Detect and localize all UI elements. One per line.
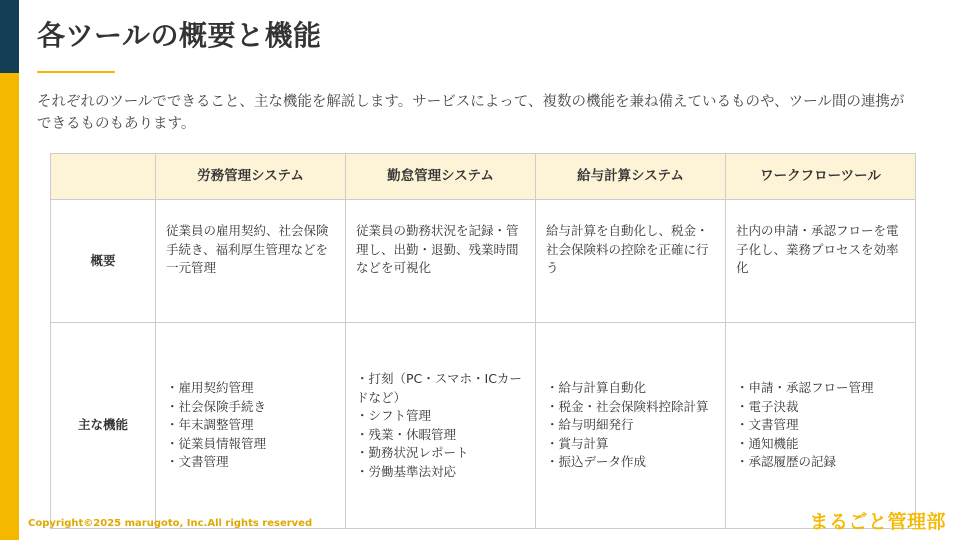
feature-item: ・労働基準法対応: [356, 463, 457, 479]
table-header-row: [51, 154, 916, 200]
brand-logo: まるごと管理部: [809, 511, 946, 533]
feature-list: [546, 379, 715, 472]
features-cell: [536, 323, 726, 529]
feature-item: ・文書管理: [166, 454, 229, 470]
table-row-features: [51, 323, 916, 529]
column-header: 労務管理システム: [156, 154, 346, 200]
tools-comparison-table: [50, 153, 916, 529]
feature-item: ・振込データ作成: [546, 454, 647, 470]
feature-item: ・打刻（PC・スマホ・ICカードなど）: [356, 371, 522, 405]
feature-item: ・通知機能: [736, 435, 799, 451]
table-corner-cell: [51, 154, 156, 200]
feature-item: ・年末調整管理: [166, 417, 254, 433]
feature-item: ・社会保険手続き: [166, 398, 267, 414]
column-header: 勤怠管理システム: [346, 154, 536, 200]
title-underline: [37, 71, 115, 73]
row-header-summary: 概要: [51, 200, 156, 323]
side-accent-bar-yellow: [0, 73, 19, 540]
feature-list: [166, 379, 335, 472]
features-cell: [156, 323, 346, 529]
feature-item: ・賞与計算: [546, 435, 609, 451]
features-cell: [346, 323, 536, 529]
feature-item: ・給与明細発行: [546, 417, 634, 433]
feature-item: ・税金・社会保険料控除計算: [546, 398, 709, 414]
row-header-features: 主な機能: [51, 323, 156, 529]
summary-cell: 給与計算を自動化し、税金・社会保険料の控除を正確に行う: [536, 200, 726, 323]
summary-cell: 社内の申請・承認フローを電子化し、業務プロセスを効率化: [726, 200, 916, 323]
summary-cell: 従業員の勤務状況を記録・管理し、出勤・退勤、残業時間などを可視化: [346, 200, 536, 323]
page-title: 各ツールの概要と機能: [37, 19, 322, 52]
feature-item: ・電子決裁: [736, 398, 799, 414]
feature-item: ・シフト管理: [356, 408, 432, 423]
feature-item: ・勤務状況レポート: [356, 445, 469, 460]
lead-text: それぞれのツールでできること、主な機能を解説します。サービスによって、複数の機能を兼ね備えているものや、ツール間の連携ができるものもあります。: [37, 94, 905, 132]
table-row-summary: [51, 200, 916, 323]
column-header: ワークフローツール: [726, 154, 916, 200]
feature-list: [736, 379, 905, 472]
feature-item: ・給与計算自動化: [546, 380, 647, 396]
feature-item: ・承認履歴の記録: [736, 454, 837, 470]
features-cell: [726, 323, 916, 529]
feature-item: ・雇用契約管理: [166, 380, 254, 396]
side-accent-bar-dark: [0, 0, 19, 73]
feature-item: ・文書管理: [736, 417, 799, 433]
column-header: 給与計算システム: [536, 154, 726, 200]
summary-cell: 従業員の雇用契約、社会保険手続き、福利厚生管理などを一元管理: [156, 200, 346, 323]
feature-item: ・申請・承認フロー管理: [736, 380, 874, 396]
feature-item: ・残業・休暇管理: [356, 426, 457, 442]
feature-list: [356, 370, 525, 481]
feature-item: ・従業員情報管理: [166, 435, 267, 451]
copyright-text: Copyright©2025 marugoto, Inc.All rights reserved: [28, 518, 313, 529]
